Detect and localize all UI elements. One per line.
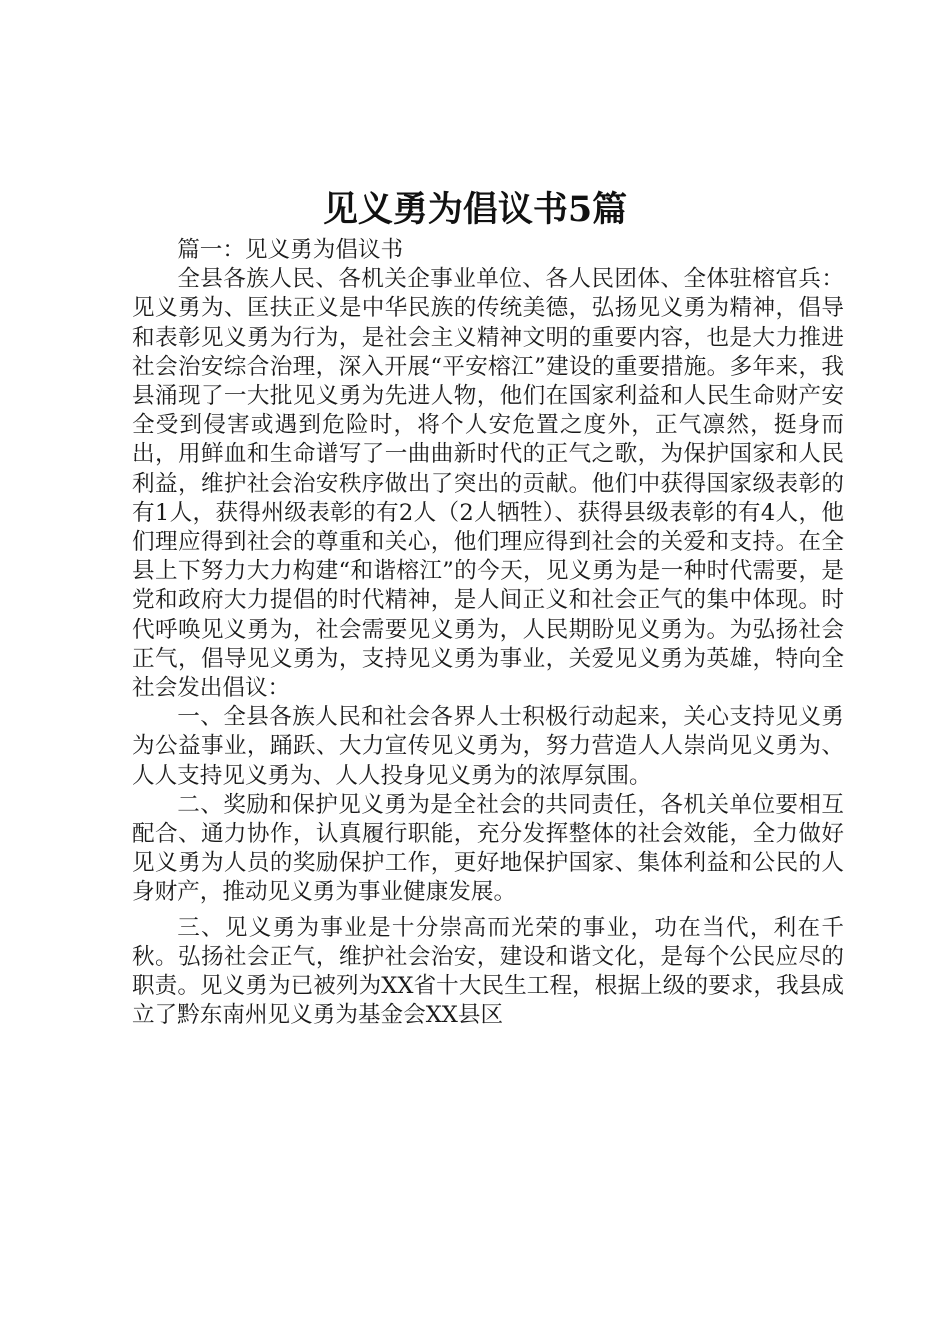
paragraph-point-2: 二、奖励和保护见义勇为是全社会的共同责任，各机关单位要相互配合、通力协作，认真履行职能，充分发挥整体的社会效能，全力做好见义勇为人员的奖励保护工作，更好地保护国家、集体利益和公民的人身财产，推动见义勇为事业健康发展。 [132,791,844,906]
paragraph-point-3: 三、见义勇为事业是十分崇高而光荣的事业，功在当代，利在千秋。弘扬社会正气，维护社会治安，建设和谐文化，是每个公民应尽的职责。见义勇为已被列为XX省十大民生工程，根据上级的要求，我县成立了黔东南州见义勇为基金会XX县区 [132,914,844,1029]
document-body [132,236,844,1030]
document-title: 见义勇为倡议书5篇 [322,189,628,230]
section-heading: 篇一：见义勇为倡议书 [177,237,404,263]
paragraph-point-1: 一、全县各族人民和社会各界人士积极行动起来，关心支持见义勇为公益事业，踊跃、大力宣传见义勇为，努力营造人人崇尚见义勇为、人人支持见义勇为、人人投身见义勇为的浓厚氛围。 [132,704,844,789]
paragraph-intro: 全县各族人民、各机关企事业单位、各人民团体、全体驻榕官兵：见义勇为、匡扶正义是中华民族的传统美德，弘扬见义勇为精神，倡导和表彰见义勇为行为，是社会主义精神文明的重要内容，也是大力推进社会治安综合治理，深入开展“平安榕江”建设的重要措施。多年来，我县涌现了一大批见义勇为先进人物，他们在国家利益和人民生命财产安全受到侵害或遇到危险时，将个人安危置之度外，正气凛然，挺身而出，用鲜血和生命谱写了一曲曲新时代的正气之歌，为保护国家和人民利益，维护社会治安秩序做出了突出的贡献。他们中获得国家级表彰的有1人，获得州级表彰的有2人（2人牺牲）、获得县级表彰的有4人，他们理应得到社会的尊重和关心，他们理应得到社会的关爱和支持。在全县上下努力大力构建“和谐榕江”的今天，见义勇为是一种时代需要，是党和政府大力提倡的时代精神，是人间正义和社会正气的集中体现。时代呼唤见义勇为，社会需要见义勇为，人民期盼见义勇为。为弘扬社会正气，倡导见义勇为，支持见义勇为事业，关爱见义勇为英雄，特向全社会发出倡议： [132,266,844,702]
